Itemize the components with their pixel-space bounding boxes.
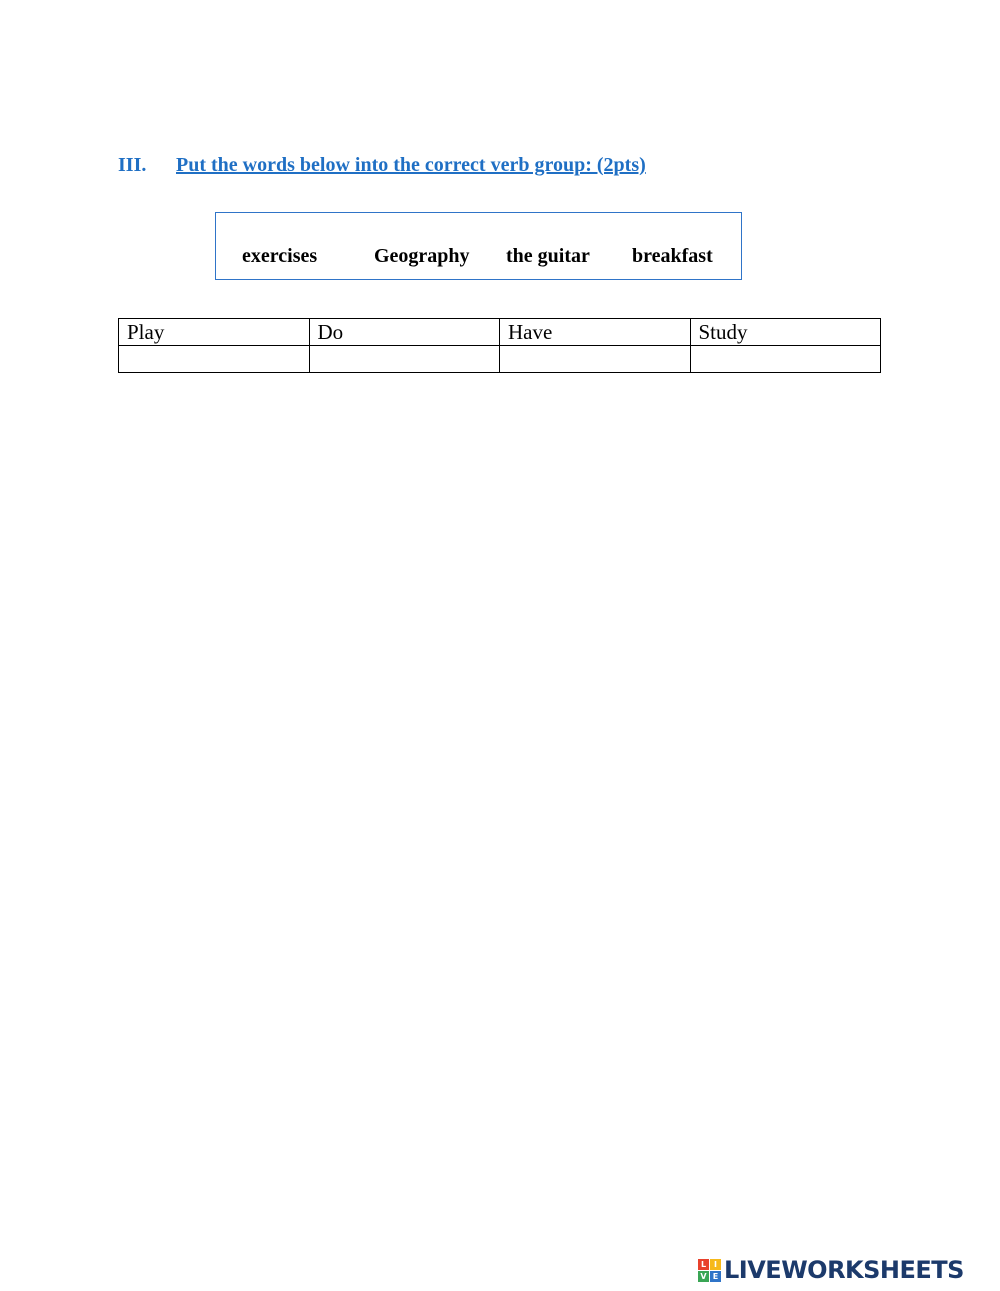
header-study: Study	[690, 319, 881, 346]
exercise-instruction: Put the words below into the correct verb group: (2pts)	[176, 154, 646, 176]
logo-square-l: L	[698, 1259, 709, 1270]
exercise-heading	[118, 154, 646, 177]
header-do: Do	[309, 319, 500, 346]
logo-square-e: E	[710, 1271, 721, 1282]
answer-cell-have[interactable]	[500, 346, 691, 373]
logo-square-v: V	[698, 1271, 709, 1282]
liveworksheets-logo	[698, 1257, 964, 1283]
logo-square-i: I	[710, 1259, 721, 1270]
table-answer-row	[119, 346, 881, 373]
word-the-guitar[interactable]: the guitar	[506, 245, 590, 267]
logo-squares-icon	[698, 1259, 721, 1282]
table-header-row	[119, 319, 881, 346]
answer-cell-play[interactable]	[119, 346, 310, 373]
word-breakfast[interactable]: breakfast	[632, 245, 713, 267]
word-box	[215, 212, 742, 280]
word-exercises[interactable]: exercises	[242, 245, 318, 267]
header-have: Have	[500, 319, 691, 346]
answer-cell-study[interactable]	[690, 346, 881, 373]
logo-text: LIVEWORKSHEETS	[724, 1256, 964, 1284]
exercise-number: III.	[118, 154, 147, 176]
verb-group-table	[118, 318, 881, 373]
header-play: Play	[119, 319, 310, 346]
word-geography[interactable]: Geography	[374, 245, 470, 267]
answer-cell-do[interactable]	[309, 346, 500, 373]
